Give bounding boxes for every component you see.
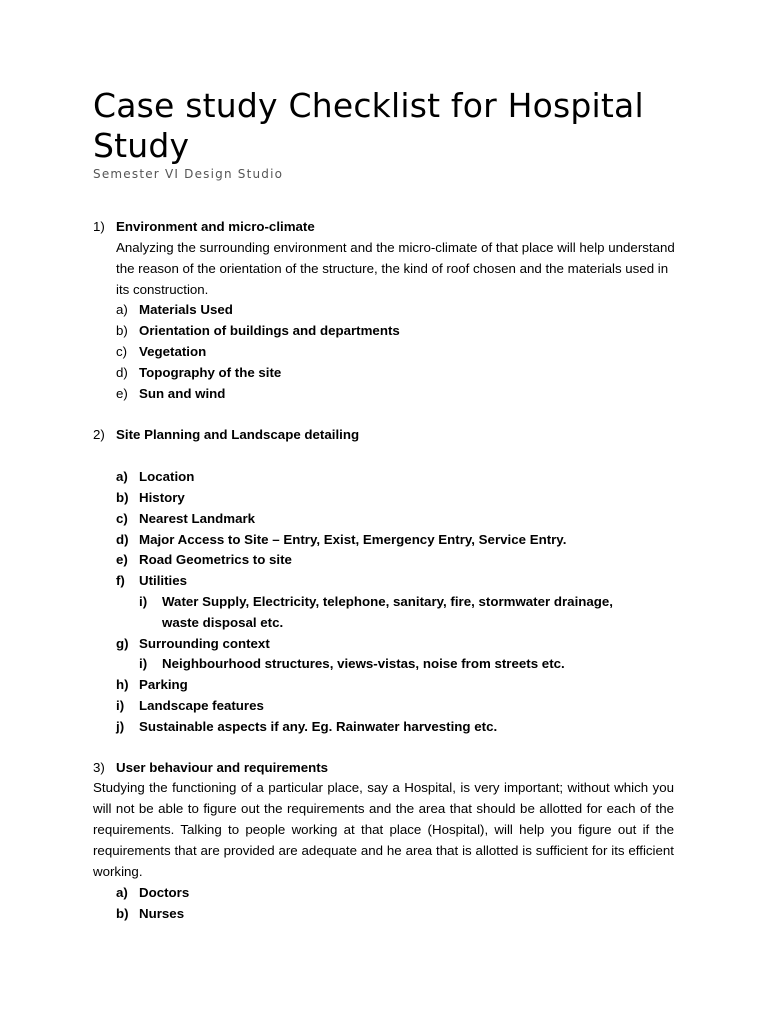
section-heading: User behaviour and requirements [116,760,329,775]
list-item: Road Geometrics to site [139,552,292,567]
sub-list-item-continued: waste disposal etc. [162,615,284,630]
sub-list-marker: i) [139,594,148,609]
list-item: Orientation of buildings and departments [139,323,400,338]
list-marker: d) [116,532,129,547]
list-marker: d) [116,365,128,380]
list-marker: g) [116,636,129,651]
list-item: Nurses [139,906,185,921]
section-intro: Studying the functioning of a particular place, say a Hospital, is very important; without which you will not be able to figure out the requirements and the area that should be allotted for each of the requirements. Talking to people working at that place (Hospital), will help you figure out if the requirements that are provided are adequate and he area that is allotted is sufficient for its efficient working. [93,780,674,879]
section-heading: Environment and micro-climate [116,219,315,234]
list-item: Landscape features [139,698,264,713]
list-item: Vegetation [139,344,207,359]
list-item: Major Access to Site – Entry, Exist, Emergency Entry, Service Entry. [139,532,567,547]
list-marker: c) [116,511,128,526]
list-item: Sustainable aspects if any. Eg. Rainwater harvesting etc. [139,719,498,734]
list-marker: e) [116,552,128,567]
page-subtitle: Semester VI Design Studio [93,167,284,181]
list-marker: a) [116,885,128,900]
list-marker: b) [116,906,129,921]
list-item: History [139,490,185,505]
list-item: Location [139,469,195,484]
list-item: Nearest Landmark [139,511,256,526]
section-heading: Site Planning and Landscape detailing [116,427,360,442]
section-number: 2) [93,427,105,442]
section-number: 3) [93,760,105,775]
list-item: Doctors [139,885,190,900]
list-marker: a) [116,302,128,317]
list-item: Sun and wind [139,386,226,401]
list-item: Utilities [139,573,188,588]
list-item: Parking [139,677,188,692]
list-item: Surrounding context [139,636,270,651]
section-number: 1) [93,219,105,234]
list-marker: h) [116,677,129,692]
sub-list-marker: i) [139,656,148,671]
list-marker: j) [116,719,125,734]
list-marker: b) [116,323,128,338]
section-intro: Analyzing the surrounding environment and the micro-climate of that place will help understand the reason of the orientation of the structure, the kind of roof chosen and the materials used in its construction. [116,240,675,297]
list-marker: a) [116,469,128,484]
sub-list-item: Neighbourhood structures, views-vistas, noise from streets etc. [162,656,565,671]
list-item: Topography of the site [139,365,282,380]
list-marker: i) [116,698,125,713]
sub-list-item: Water Supply, Electricity, telephone, sanitary, fire, stormwater drainage, [162,594,613,609]
list-item: Materials Used [139,302,233,317]
page-title: Case study Checklist for Hospital Study [93,86,644,165]
list-marker: f) [116,573,125,588]
list-marker: b) [116,490,129,505]
list-marker: e) [116,386,128,401]
list-marker: c) [116,344,128,359]
